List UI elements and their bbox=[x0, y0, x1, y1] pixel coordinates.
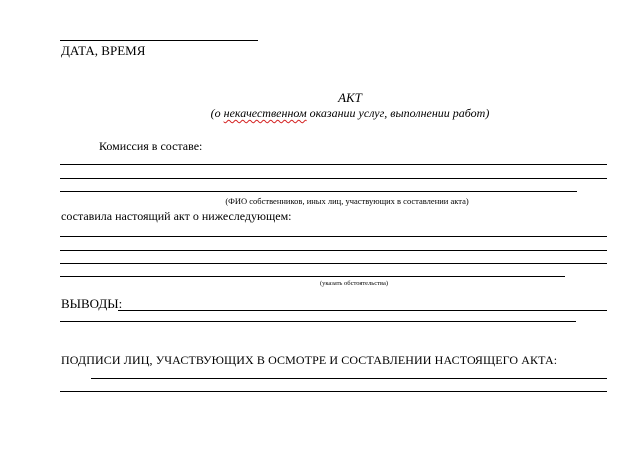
commission-line-3 bbox=[60, 191, 577, 192]
compiled-text: составила настоящий акт о нижеследующем: bbox=[61, 209, 292, 223]
subtitle-flagged-word: некачественном bbox=[223, 106, 307, 120]
signatures-line-2 bbox=[60, 391, 607, 392]
circumstances-line-3 bbox=[60, 263, 607, 264]
circumstances-line-2 bbox=[60, 250, 607, 251]
act-subtitle bbox=[0, 106, 636, 120]
date-time-line bbox=[60, 40, 258, 41]
signatures-label: ПОДПИСИ ЛИЦ, УЧАСТВУЮЩИХ В ОСМОТРЕ И СОСТАВЛЕНИИ НАСТОЯЩЕГО АКТА: bbox=[61, 353, 558, 367]
commission-line-1 bbox=[60, 164, 607, 165]
circumstances-caption: (указать обстоятельства) bbox=[319, 280, 389, 287]
conclusions-line-1 bbox=[118, 310, 607, 311]
act-title: АКТ bbox=[338, 90, 362, 105]
subtitle-rest: оказании услуг, выполнении работ) bbox=[306, 106, 490, 120]
conclusions-label: ВЫВОДЫ: bbox=[61, 296, 123, 311]
date-time-label: ДАТА, ВРЕМЯ bbox=[61, 43, 146, 58]
fio-caption: (ФИО собственников, иных лиц, участвующих в составлении акта) bbox=[225, 196, 469, 206]
subtitle-open: (о bbox=[210, 106, 224, 120]
commission-label: Комиссия в составе: bbox=[99, 139, 203, 153]
signatures-line-1 bbox=[91, 378, 607, 379]
circumstances-line-1 bbox=[60, 236, 607, 237]
commission-line-2 bbox=[60, 178, 607, 179]
conclusions-line-2 bbox=[60, 321, 576, 322]
circumstances-line-4 bbox=[60, 276, 565, 277]
